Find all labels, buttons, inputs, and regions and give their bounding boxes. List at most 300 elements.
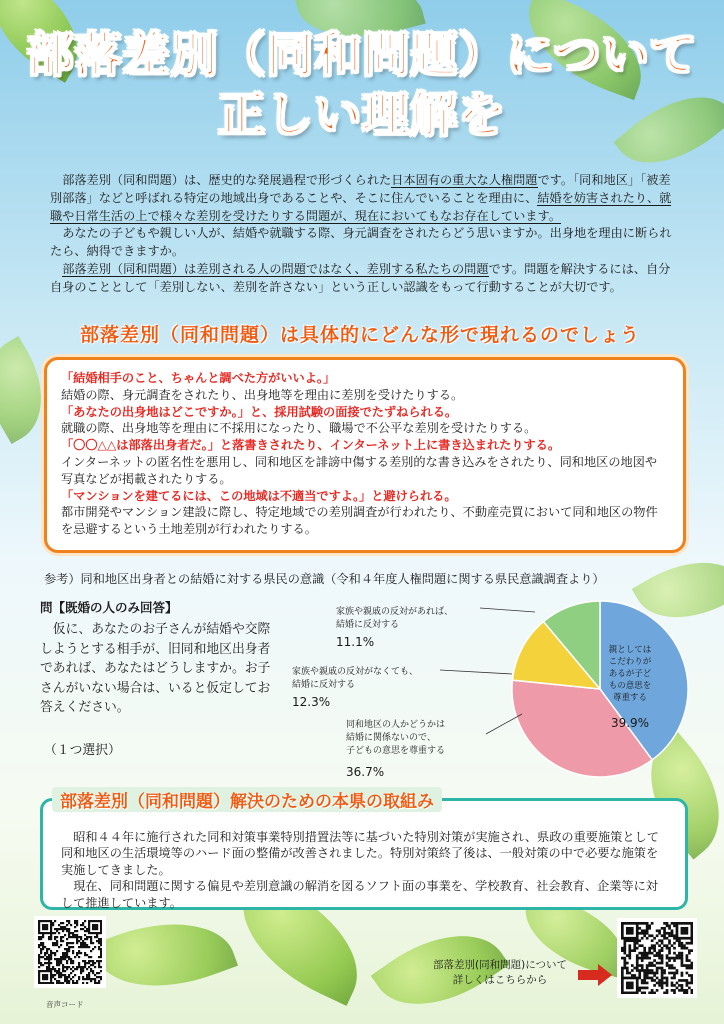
qr-module	[631, 949, 634, 952]
qr-module	[76, 930, 78, 932]
qr-module	[48, 962, 50, 964]
qr-module	[38, 956, 40, 958]
qr-module	[98, 964, 100, 966]
qr-module	[42, 978, 44, 980]
qr-module	[681, 989, 684, 992]
question-note: （１つ選択）	[44, 743, 121, 758]
qr-module	[60, 958, 62, 960]
qr-module	[74, 956, 76, 958]
qr-module	[676, 939, 679, 942]
qr-module	[44, 932, 46, 934]
qr-module	[636, 947, 639, 950]
qr-module	[68, 932, 70, 934]
qr-module	[656, 954, 659, 957]
info-link-qr[interactable]	[617, 918, 697, 998]
qr-module	[66, 942, 68, 944]
qr-module	[641, 982, 644, 985]
qr-module	[621, 927, 624, 930]
qr-module	[683, 922, 686, 925]
qr-module	[648, 972, 651, 975]
qr-module	[66, 948, 68, 950]
qr-module	[681, 922, 684, 925]
qr-module	[60, 928, 62, 930]
qr-module	[666, 979, 669, 982]
qr-module	[52, 924, 54, 926]
qr-module	[628, 927, 631, 930]
qr-module	[691, 929, 693, 932]
qr-module	[621, 934, 624, 937]
qr-module	[671, 982, 674, 985]
qr-module	[48, 936, 50, 938]
qr-module	[621, 992, 624, 994]
qr-module	[94, 974, 96, 976]
qr-module	[72, 950, 74, 952]
qr-module	[623, 959, 626, 962]
qr-module	[688, 949, 691, 952]
qr-module	[90, 936, 92, 938]
qr-module	[38, 980, 40, 982]
qr-module	[643, 934, 646, 937]
qr-module	[661, 974, 664, 977]
qr-module	[681, 952, 684, 955]
qr-module	[668, 942, 671, 945]
qr-module	[84, 954, 86, 956]
qr-module	[54, 932, 56, 934]
qr-module	[94, 920, 96, 922]
qr-module	[631, 984, 634, 987]
qr-module	[633, 942, 636, 945]
qr-module	[54, 970, 56, 972]
qr-module	[40, 964, 42, 966]
qr-module	[56, 940, 58, 942]
qr-module	[92, 948, 94, 950]
qr-module	[656, 962, 659, 965]
qr-module	[98, 972, 100, 974]
qr-module	[691, 922, 693, 925]
qr-module	[96, 960, 98, 962]
qr-module	[621, 984, 624, 987]
qr-module	[98, 942, 100, 944]
qr-module	[88, 960, 90, 962]
qr-module	[628, 957, 631, 960]
qr-module	[42, 924, 44, 926]
qr-module	[64, 974, 66, 976]
qr-module	[638, 939, 641, 942]
qr-module	[678, 937, 681, 940]
qr-module	[48, 920, 50, 922]
qr-module	[658, 967, 661, 970]
qr-module	[100, 976, 102, 978]
qr-module	[80, 968, 82, 970]
qr-module	[636, 959, 639, 962]
qr-module	[636, 962, 639, 965]
qr-module	[42, 948, 44, 950]
qr-module	[636, 964, 639, 967]
qr-module	[38, 974, 40, 976]
qr-module	[60, 944, 62, 946]
qr-module	[668, 924, 671, 927]
qr-module	[68, 922, 70, 924]
qr-module	[646, 952, 649, 955]
qr-module	[683, 927, 686, 930]
qr-module	[661, 954, 664, 957]
qr-module	[68, 948, 70, 950]
qr-module	[80, 972, 82, 974]
qr-module	[646, 974, 649, 977]
qr-module	[94, 928, 96, 930]
qr-module	[663, 972, 666, 975]
qr-module	[668, 952, 671, 955]
qr-module	[42, 936, 44, 938]
qr-module	[68, 942, 70, 944]
qr-module	[94, 982, 96, 984]
qr-module	[631, 982, 634, 985]
qr-module	[46, 926, 48, 928]
qr-module	[638, 977, 641, 980]
qr-module	[626, 982, 629, 985]
qr-module	[44, 926, 46, 928]
qr-module	[48, 970, 50, 972]
qr-module	[100, 920, 102, 922]
example-quote: 「マンションを建てるには、この地域は不適当ですよ。」と避けられる。	[61, 488, 457, 503]
title-line-2: 正しい理解を	[218, 88, 506, 143]
qr-module	[688, 967, 691, 970]
qr-module	[651, 979, 654, 982]
qr-module	[74, 968, 76, 970]
arrow-right-icon	[578, 964, 612, 986]
qr-module	[54, 978, 56, 980]
qr-module	[658, 952, 661, 955]
qr-module	[671, 964, 674, 967]
qr-module	[88, 924, 90, 926]
qr-module	[676, 924, 679, 927]
qr-module	[628, 954, 631, 957]
qr-module	[623, 942, 626, 945]
qr-module	[84, 978, 86, 980]
qr-module	[681, 972, 684, 975]
qr-module	[40, 970, 42, 972]
qr-module	[643, 987, 646, 990]
qr-module	[78, 936, 80, 938]
qr-module	[80, 970, 82, 972]
qr-module	[671, 934, 674, 937]
qr-module	[638, 944, 641, 947]
qr-module	[686, 922, 689, 925]
qr-module	[96, 926, 98, 928]
qr-module	[66, 952, 68, 954]
qr-module	[72, 952, 74, 954]
qr-module	[98, 980, 100, 982]
qr-module	[686, 959, 689, 962]
qr-module	[688, 964, 691, 967]
qr-module	[56, 928, 58, 930]
qr-module	[66, 944, 68, 946]
qr-module	[98, 960, 100, 962]
qr-module	[98, 966, 100, 968]
qr-module	[631, 939, 634, 942]
qr-module	[681, 954, 684, 957]
qr-module	[58, 970, 60, 972]
qr-module	[673, 947, 676, 950]
qr-module	[94, 980, 96, 982]
qr-module	[686, 967, 689, 970]
qr-module	[641, 932, 644, 935]
qr-module	[60, 922, 62, 924]
qr-module	[678, 942, 681, 945]
qr-module	[628, 922, 631, 925]
qr-module	[74, 926, 76, 928]
qr-module	[663, 992, 666, 994]
qr-module	[646, 964, 649, 967]
qr-module	[78, 966, 80, 968]
qr-module	[666, 957, 669, 960]
qr-module	[643, 922, 646, 925]
qr-module	[678, 954, 681, 957]
qr-module	[643, 979, 646, 982]
qr-module	[666, 964, 669, 967]
qr-module	[44, 920, 46, 922]
qr-module	[663, 937, 666, 940]
qr-module	[50, 970, 52, 972]
qr-module	[666, 989, 669, 992]
qr-module	[638, 952, 641, 955]
qr-module	[46, 982, 48, 984]
qr-module	[691, 934, 693, 937]
qr-module	[636, 942, 639, 945]
qr-module	[68, 928, 70, 930]
qr-module	[641, 922, 644, 925]
qr-module	[58, 962, 60, 964]
qr-module	[76, 920, 78, 922]
qr-module	[668, 949, 671, 952]
qr-module	[646, 987, 649, 990]
qr-module	[98, 976, 100, 978]
intro-paragraph-3	[50, 261, 675, 297]
qr-module	[691, 982, 693, 985]
qr-module	[683, 932, 686, 935]
qr-module	[673, 967, 676, 970]
qr-module	[671, 922, 674, 925]
qr-module	[62, 922, 64, 924]
qr-module	[40, 942, 42, 944]
qr-module	[661, 962, 664, 965]
qr-module	[646, 972, 649, 975]
qr-module	[623, 964, 626, 967]
slice-category-label: 子どもの意思を尊重する	[346, 746, 446, 756]
qr-module	[56, 942, 58, 944]
qr-module	[633, 949, 636, 952]
qr-module	[653, 947, 656, 950]
qr-module	[82, 960, 84, 962]
leader-line	[486, 714, 522, 734]
qr-module	[86, 976, 88, 978]
qr-module	[84, 960, 86, 962]
qr-module	[48, 954, 50, 956]
qr-module	[621, 974, 624, 977]
qr-module	[638, 989, 641, 992]
qr-module	[641, 957, 644, 960]
qr-module	[76, 938, 78, 940]
qr-module	[633, 974, 636, 977]
qr-module	[673, 989, 676, 992]
qr-module	[86, 962, 88, 964]
qr-module	[623, 947, 626, 950]
qr-module	[688, 959, 691, 962]
qr-module	[651, 964, 654, 967]
qr-module	[628, 952, 631, 955]
qr-module	[50, 958, 52, 960]
qr-module	[90, 950, 92, 952]
slice-category-label: 家族や親戚の反対があれば、	[336, 607, 454, 617]
qr-module	[663, 944, 666, 947]
qr-module	[58, 946, 60, 948]
example-text: インターネットの匿名性を悪用し、同和地区を誹謗中傷する差別的な書き込みをされたり、同和地区の地図や写真などが掲載されたりする。	[61, 454, 658, 486]
qr-module	[80, 966, 82, 968]
qr-module	[623, 944, 626, 947]
qr-module	[631, 992, 634, 994]
qr-module	[646, 982, 649, 985]
qr-module	[86, 968, 88, 970]
qr-module	[648, 949, 651, 952]
intro-underline: 部落差別（同和問題）は差別される人の問題ではなく、差別する私たちの問題	[62, 261, 489, 276]
qr-module	[84, 944, 86, 946]
qr-module	[80, 942, 82, 944]
example-text: 都市開発やマンション建設に際し、特定地域での差別調査が行われたり、不動産売買において同和地区の物件を忌避するという土地差別が行われたりする。	[61, 505, 658, 537]
qr-module	[50, 978, 52, 980]
qr-module	[668, 927, 671, 930]
qr-module	[648, 962, 651, 965]
qr-module	[96, 924, 98, 926]
intro-text	[50, 172, 675, 297]
qr-module	[631, 969, 634, 972]
qr-module	[666, 924, 669, 927]
qr-module	[678, 952, 681, 955]
qr-module	[46, 920, 48, 922]
qr-module	[646, 927, 649, 930]
qr-module	[66, 930, 68, 932]
qr-module	[626, 967, 629, 970]
qr-module	[88, 936, 90, 938]
qr-module	[94, 936, 96, 938]
qr-module	[621, 979, 624, 982]
qr-module	[50, 930, 52, 932]
leader-line	[480, 608, 535, 612]
example-text: 就職の際、出身地等を理由に不採用になったり、職場で不公平な差別を受けたりする。	[61, 421, 537, 436]
qr-module	[661, 927, 664, 930]
qr-module	[64, 966, 66, 968]
qr-module	[70, 960, 72, 962]
qr-module	[666, 962, 669, 965]
qr-module	[98, 940, 100, 942]
qr-module	[676, 934, 679, 937]
info-link-qr-pattern	[621, 922, 693, 994]
qr-module	[44, 962, 46, 964]
qr-module	[58, 958, 60, 960]
qr-module	[628, 987, 631, 990]
qr-module	[691, 992, 693, 994]
qr-module	[56, 950, 58, 952]
qr-module	[691, 989, 693, 992]
intro-underline: 結婚を妨害されたり、就職や日常生活の上で様々な差別を受けたりする問題が、現在においてもなお存在しています。	[50, 190, 672, 223]
qr-module	[651, 939, 654, 942]
qr-module	[621, 982, 624, 985]
qr-module	[50, 938, 52, 940]
qr-module	[56, 964, 58, 966]
qr-module	[688, 987, 691, 990]
qr-module	[641, 954, 644, 957]
qr-module	[54, 944, 56, 946]
qr-module	[90, 960, 92, 962]
qr-module	[80, 928, 82, 930]
slice-category-label: 同和地区の人かどうかは	[346, 720, 446, 730]
qr-module	[646, 937, 649, 940]
qr-module	[38, 954, 40, 956]
qr-module	[70, 946, 72, 948]
qr-module	[42, 928, 44, 930]
qr-module	[648, 952, 651, 955]
qr-module	[58, 972, 60, 974]
qr-module	[643, 929, 646, 932]
qr-module	[62, 958, 64, 960]
qr-module	[668, 947, 671, 950]
qr-module	[90, 940, 92, 942]
qr-module	[653, 974, 656, 977]
qr-module	[686, 989, 689, 992]
slice-category-label: 結婚に関係ないので、	[346, 733, 436, 743]
qr-module	[64, 934, 66, 936]
qr-module	[651, 962, 654, 965]
qr-module	[691, 937, 693, 940]
qr-module	[646, 932, 649, 935]
qr-module	[58, 980, 60, 982]
slice-value-label: 12.3%	[292, 695, 331, 709]
qr-module	[686, 929, 689, 932]
qr-module	[92, 960, 94, 962]
pie-chart	[290, 594, 690, 794]
qr-module	[88, 962, 90, 964]
qr-module	[666, 992, 669, 994]
qr-module	[48, 948, 50, 950]
qr-module	[676, 927, 679, 930]
qr-module	[92, 926, 94, 928]
qr-module	[88, 966, 90, 968]
qr-module	[92, 928, 94, 930]
qr-module	[636, 982, 639, 985]
qr-module	[62, 982, 64, 984]
qr-module	[84, 938, 86, 940]
qr-module	[76, 952, 78, 954]
qr-module	[628, 949, 631, 952]
qr-module	[623, 977, 626, 980]
audio-code-qr[interactable]	[34, 916, 106, 988]
qr-module	[663, 934, 666, 937]
qr-module	[686, 992, 689, 994]
qr-module	[82, 946, 84, 948]
qr-module	[52, 944, 54, 946]
qr-module	[633, 937, 636, 940]
qr-module	[46, 966, 48, 968]
qr-module	[86, 930, 88, 932]
qr-module	[651, 977, 654, 980]
qr-module	[52, 976, 54, 978]
qr-module	[651, 947, 654, 950]
qr-module	[50, 924, 52, 926]
qr-module	[54, 928, 56, 930]
qr-module	[666, 922, 669, 925]
qr-module	[666, 982, 669, 985]
qr-module	[631, 927, 634, 930]
qr-module	[671, 984, 674, 987]
